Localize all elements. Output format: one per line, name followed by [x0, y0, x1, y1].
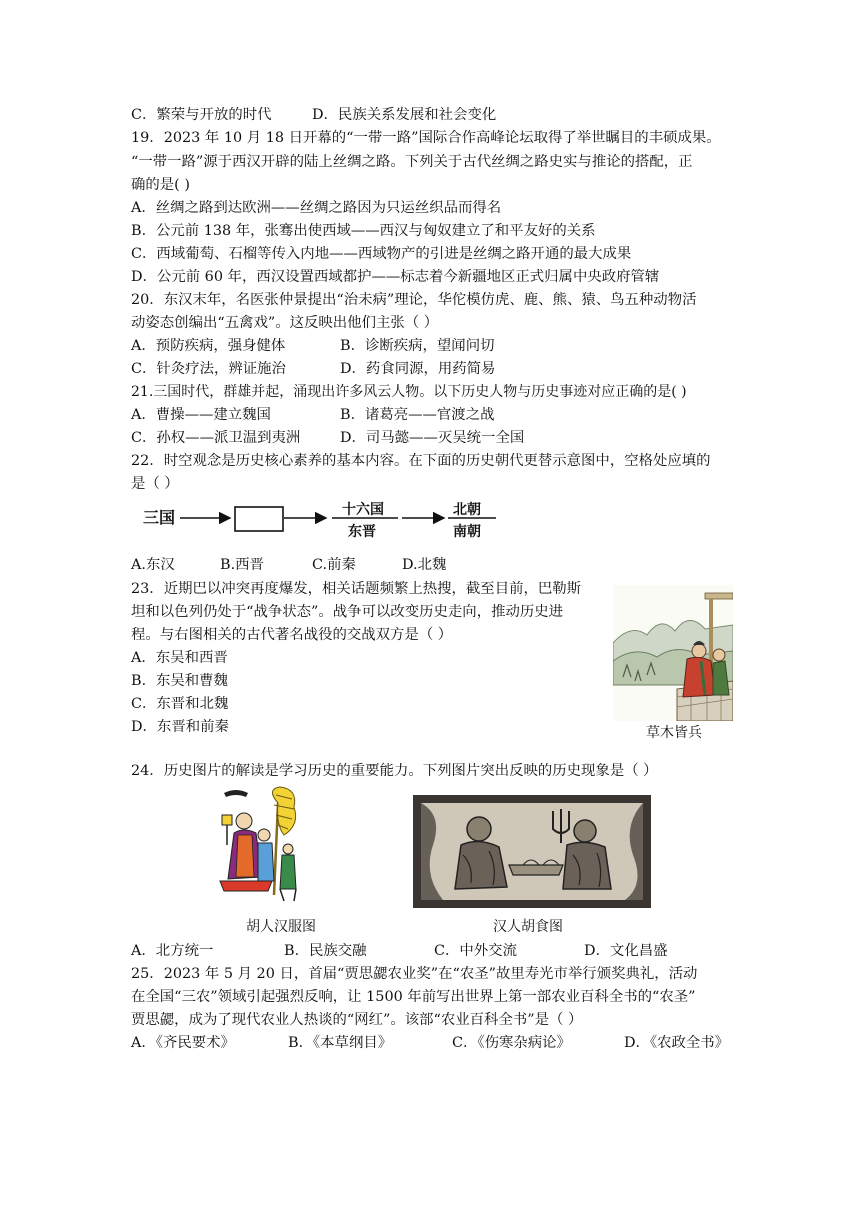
diagram-blank-box — [235, 507, 283, 531]
q23-option-b: B．东吴和曹魏 — [131, 673, 228, 689]
q18-option-c: C．繁荣与开放的时代 — [131, 107, 272, 123]
q19-option-b: B．公元前 138 年，张骞出使西域——西汉与匈奴建立了和平友好的关系 — [131, 223, 596, 239]
q24-option-c: C．中外交流 — [434, 943, 517, 959]
q24-stem: 24．历史图片的解读是学习历史的重要能力。下列图片突出反映的历史现象是（ ） — [131, 763, 658, 779]
q24-option-b: B．民族交融 — [284, 943, 367, 959]
q25-option-b: B．《本草纲目》 — [288, 1035, 393, 1051]
q19-option-a: A．丝绸之路到达欧洲——丝绸之路因为只运丝织品而得名 — [131, 200, 502, 216]
q25-stem-line-1: 25．2023 年 5 月 20 日，首届“贾思勰农业奖”在“农圣”故里寿光市举行颁奖典礼，活动 — [131, 966, 698, 982]
q19-option-c: C．西域葡萄、石榴等传入内地——西域物产的引进是丝绸之路开通的最大成果 — [131, 246, 632, 262]
q19-stem-line-3: 确的是( ) — [131, 177, 190, 193]
dynasty-diagram — [140, 494, 500, 546]
diagram-node-shiliuguo: 十六国 — [342, 502, 384, 518]
diagram-node-beichao: 北朝 — [453, 502, 481, 518]
q21-option-b: B．诸葛亮——官渡之战 — [340, 407, 495, 423]
q25-stem-line-2: 在全国“三农”领域引起强烈反响，让 1500 年前写出世界上第一部农业百科全书的“农圣” — [131, 989, 696, 1005]
caomu-jiebing-illustration — [613, 585, 733, 721]
q21-stem: 21.三国时代，群雄并起，涌现出许多风云人物。以下历史人物与历史事迹对应正确的是( ) — [131, 384, 687, 400]
q22-option-a: A.东汉 — [131, 557, 175, 573]
q25-option-d: D．《农政全书》 — [624, 1035, 730, 1051]
q23-image-caption: 草木皆兵 — [646, 725, 702, 741]
q22-stem-line-1: 22．时空观念是历史核心素养的基本内容。在下面的历史朝代更替示意图中，空格处应填的 — [131, 453, 711, 469]
q20-option-d: D．药食同源，用药简易 — [340, 361, 496, 377]
q25-option-c: C．《伤寒杂病论》 — [452, 1035, 571, 1051]
q19-stem-line-2: “一带一路”源于西汉开辟的陆上丝绸之路。下列关于古代丝绸之路史实与推论的搭配，正 — [131, 154, 693, 170]
q22-stem-line-2: 是（ ） — [131, 476, 179, 492]
q24-caption-left: 胡人汉服图 — [246, 919, 316, 935]
q20-option-a: A．预防疾病，强身健体 — [131, 338, 286, 354]
q20-stem-line-2: 动姿态创编出“五禽戏”。这反映出他们主张（ ） — [131, 315, 439, 331]
q23-option-c: C．东晋和北魏 — [131, 696, 229, 712]
q23-option-a: A．东吴和西晋 — [131, 650, 228, 666]
q24-option-a: A．北方统一 — [131, 943, 214, 959]
diagram-node-nanchao: 南朝 — [453, 524, 481, 540]
q23-stem-line-3: 程。与右图相关的古代著名战役的交战双方是（ ） — [131, 627, 453, 643]
q25-stem-line-3: 贾思勰，成为了现代农业人热谈的“网红”。该部“农业百科全书”是（ ） — [131, 1012, 583, 1028]
q22-option-c: C.前秦 — [312, 557, 356, 573]
q23-option-d: D．东晋和前秦 — [131, 719, 229, 735]
diagram-node-dongjin: 东晋 — [348, 524, 376, 540]
q23-stem-line-1: 23．近期巴以冲突再度爆发，相关话题频繁上热搜，截至目前，巴勒斯 — [131, 581, 582, 597]
q24-option-d: D．文化昌盛 — [584, 943, 668, 959]
q22-option-b: B.西晋 — [220, 557, 264, 573]
han-people-hu-food-image — [413, 795, 651, 908]
q21-option-c: C．孙权——派卫温到夷洲 — [131, 430, 301, 446]
q21-option-d: D．司马懿——灭吴统一全国 — [340, 430, 525, 446]
q22-option-d: D.北魏 — [402, 557, 447, 573]
q20-option-c: C．针灸疗法，辨证施治 — [131, 361, 286, 377]
hu-people-han-clothes-image — [216, 785, 306, 905]
q20-stem-line-1: 20．东汉末年，名医张仲景提出“治未病”理论，华佗模仿虎、鹿、熊、猿、鸟五种动物活 — [131, 292, 697, 308]
q18-option-d: D．民族关系发展和社会变化 — [312, 107, 497, 123]
q19-option-d: D．公元前 60 年，西汉设置西域都护——标志着今新疆地区正式归属中央政府管辖 — [131, 269, 660, 285]
q19-stem-line-1: 19．2023 年 10 月 18 日开幕的“一带一路”国际合作高峰论坛取得了举世瞩目的丰硕成果。 — [131, 130, 721, 146]
q23-stem-line-2: 坦和以色列仍处于“战争状态”。战争可以改变历史走向，推动历史进 — [131, 604, 564, 620]
q20-option-b: B．诊断疾病，望闻问切 — [340, 338, 495, 354]
q25-option-a: A．《齐民要术》 — [131, 1035, 235, 1051]
diagram-node-sanguo: 三国 — [143, 508, 176, 527]
q24-caption-right: 汉人胡食图 — [493, 919, 563, 935]
q21-option-a: A．曹操——建立魏国 — [131, 407, 271, 423]
